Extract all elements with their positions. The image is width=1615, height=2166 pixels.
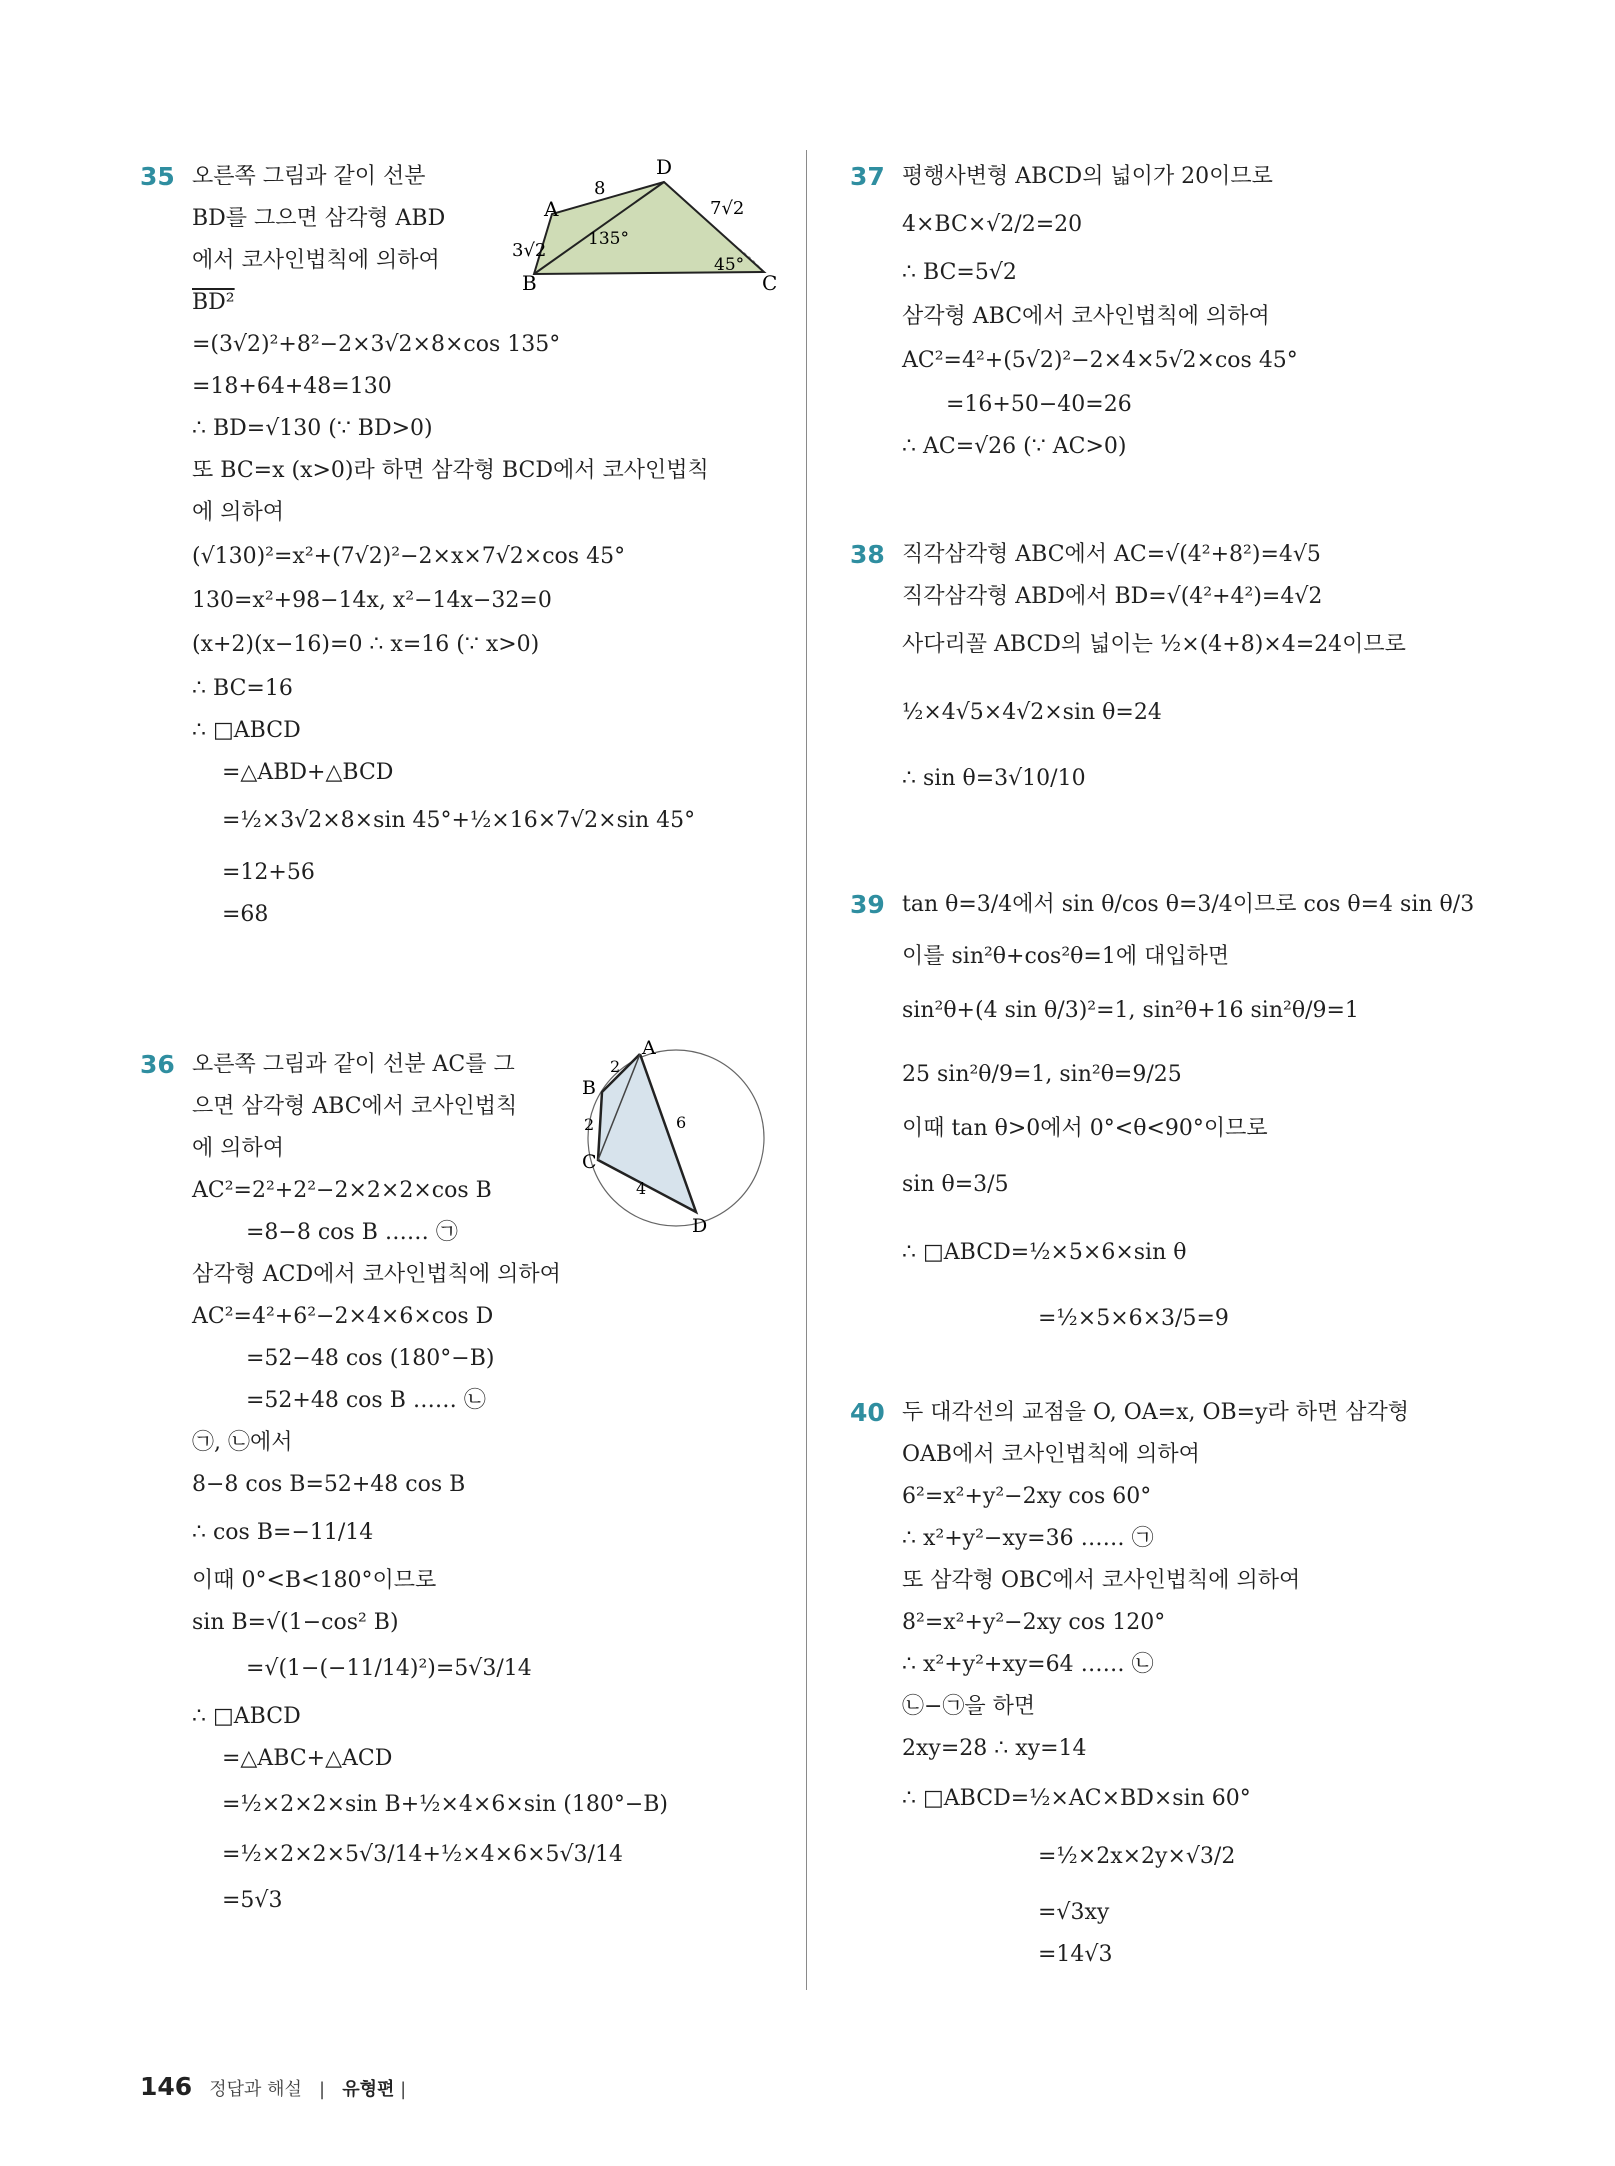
text-line: 이를 sin²θ+cos²θ=1에 대입하면: [902, 944, 1230, 969]
problem-number: 36: [140, 1050, 175, 1079]
text-line: ∴ □ABCD=½×5×6×sin θ: [902, 1240, 1187, 1265]
text-line: sin B=√(1−cos² B): [192, 1610, 399, 1635]
text-line: (x+2)(x−16)=0 ∴ x=16 (∵ x>0): [192, 632, 540, 657]
cyclic-quadrilateral-figure-36: [568, 1037, 768, 1242]
label-cd-length: 4: [636, 1179, 647, 1198]
text-line: 사다리꼴 ABCD의 넓이는 ½×(4+8)×4=24이므로: [902, 632, 1406, 657]
text-line: =52−48 cos (180°−B): [246, 1346, 495, 1371]
label-angle-135: 135°: [588, 229, 629, 249]
text-line: 오른쪽 그림과 같이 선분: [192, 164, 426, 189]
text-line: 두 대각선의 교점을 O, OA=x, OB=y라 하면 삼각형: [902, 1400, 1410, 1425]
label-dc-length: 7√2: [710, 198, 745, 219]
text-line: 또 삼각형 OBC에서 코사인법칙에 의하여: [902, 1568, 1301, 1593]
text-line: =√3xy: [1038, 1900, 1110, 1925]
label-a: A: [544, 197, 559, 221]
label-b: B: [522, 271, 537, 295]
label-b: B: [582, 1077, 596, 1099]
text-line: 에 의하여: [192, 1136, 285, 1161]
text-line: =½×2×2×sin B+½×4×6×sin (180°−B): [222, 1792, 669, 1817]
text-line: =△ABC+△ACD: [222, 1746, 393, 1771]
text-line: 직각삼각형 ABD에서 BD=√(4²+4²)=4√2: [902, 584, 1323, 609]
problem-number: 35: [140, 162, 175, 191]
text-line: ∴ cos B=−11/14: [192, 1520, 374, 1545]
text-line: =½×2x×2y×√3/2: [1038, 1844, 1236, 1869]
text-line: BD를 그으면 삼각형 ABD: [192, 206, 446, 231]
text-line: =√(1−(−11/14)²)=5√3/14: [246, 1656, 532, 1681]
text-line: ㉠, ㉡에서: [192, 1430, 293, 1455]
text-line: ∴ sin θ=3√10/10: [902, 766, 1086, 791]
problem-number: 39: [850, 890, 885, 919]
label-side-length: 3√2: [512, 240, 547, 261]
page-number: 146: [140, 2072, 193, 2101]
text-line: OAB에서 코사인법칙에 의하여: [902, 1442, 1200, 1467]
text-line: =5√3: [222, 1888, 283, 1913]
label-ad-length: 6: [676, 1113, 687, 1132]
text-line: BD²: [192, 290, 235, 315]
text-line: ∴ x²+y²+xy=64 …… ㉡: [902, 1652, 1154, 1677]
problem-number: 40: [850, 1398, 885, 1427]
text-line: tan θ=3/4에서 sin θ/cos θ=3/4이므로 cos θ=4 sin θ/3: [902, 892, 1475, 917]
text-line: AC²=4²+6²−2×4×6×cos D: [192, 1304, 494, 1329]
label-bc-length: 2: [584, 1115, 595, 1134]
text-line: 8−8 cos B=52+48 cos B: [192, 1472, 466, 1497]
text-line: 평행사변형 ABCD의 넓이가 20이므로: [902, 164, 1273, 189]
text-line: 이때 0°<B<180°이므로: [192, 1568, 437, 1593]
text-line: ㉡−㉠을 하면: [902, 1694, 1036, 1719]
text-line: =½×3√2×8×sin 45°+½×16×7√2×sin 45°: [222, 808, 696, 833]
text-line: AC²=4²+(5√2)²−2×4×5√2×cos 45°: [902, 348, 1298, 373]
text-line: =68: [222, 902, 269, 927]
text-line: ∴ AC=√26 (∵ AC>0): [902, 434, 1127, 459]
text-line: ∴ □ABCD: [192, 1704, 301, 1729]
text-line: 오른쪽 그림과 같이 선분 AC를 그: [192, 1052, 515, 1077]
text-line: =½×2×2×5√3/14+½×4×6×5√3/14: [222, 1842, 623, 1867]
label-d: D: [692, 1215, 708, 1237]
footer-title: 정답과 해설: [209, 2079, 302, 2100]
footer-section-label: 유형편: [342, 2079, 395, 2100]
text-line: 또 BC=x (x>0)라 하면 삼각형 BCD에서 코사인법칙: [192, 458, 709, 483]
text-line: =14√3: [1038, 1942, 1113, 1967]
quadrilateral-figure-35: [512, 152, 778, 295]
text-line: 25 sin²θ/9=1, sin²θ=9/25: [902, 1062, 1182, 1087]
label-ab-length: 2: [610, 1057, 621, 1076]
column-divider: [806, 150, 807, 1990]
text-line: ∴ □ABCD=½×AC×BD×sin 60°: [902, 1786, 1251, 1811]
text-line: sin θ=3/5: [902, 1172, 1009, 1197]
label-c: C: [582, 1151, 597, 1173]
footer-separator: |: [319, 2079, 326, 2100]
text-line: sin²θ+(4 sin θ/3)²=1, sin²θ+16 sin²θ/9=1: [902, 998, 1359, 1023]
text-line: 삼각형 ABC에서 코사인법칙에 의하여: [902, 304, 1270, 329]
text-line: =12+56: [222, 860, 315, 885]
text-line: =16+50−40=26: [946, 392, 1132, 417]
label-a: A: [642, 1037, 656, 1059]
problem-number: 38: [850, 540, 885, 569]
text-line: 이때 tan θ>0에서 0°<θ<90°이므로: [902, 1116, 1268, 1141]
footer-section: 유형편 |: [342, 2079, 407, 2100]
text-line: ∴ BD=√130 (∵ BD>0): [192, 416, 433, 441]
text-line: ½×4√5×4√2×sin θ=24: [902, 700, 1162, 725]
text-line: (√130)²=x²+(7√2)²−2×x×7√2×cos 45°: [192, 544, 626, 569]
problem-number: 37: [850, 162, 885, 191]
label-d: D: [656, 155, 673, 179]
label-angle-45: 45°: [714, 255, 745, 275]
text-line: =8−8 cos B …… ㉠: [246, 1220, 458, 1245]
text-line: ∴ x²+y²−xy=36 …… ㉠: [902, 1526, 1154, 1551]
text-line: 6²=x²+y²−2xy cos 60°: [902, 1484, 1152, 1509]
text-line: 4×BC×√2/2=20: [902, 212, 1083, 237]
text-line: =½×5×6×3/5=9: [1038, 1306, 1229, 1331]
text-line: 에 의하여: [192, 500, 285, 525]
label-ab-length: 8: [594, 178, 606, 199]
text-line: =△ABD+△BCD: [222, 760, 394, 785]
text-line: AC²=2²+2²−2×2×2×cos B: [192, 1178, 492, 1203]
text-line: =18+64+48=130: [192, 374, 392, 399]
text-line: ∴ BC=16: [192, 676, 293, 701]
text-line: ∴ BC=5√2: [902, 260, 1017, 285]
text-line: 2xy=28 ∴ xy=14: [902, 1736, 1087, 1761]
text-line: 130=x²+98−14x, x²−14x−32=0: [192, 588, 552, 613]
text-line: 으면 삼각형 ABC에서 코사인법칙: [192, 1094, 518, 1119]
page-footer: [140, 2072, 406, 2101]
text-line: ∴ □ABCD: [192, 718, 301, 743]
text-line: 삼각형 ACD에서 코사인법칙에 의하여: [192, 1262, 561, 1287]
text-line: 에서 코사인법칙에 의하여: [192, 248, 440, 273]
text-line: =(3√2)²+8²−2×3√2×8×cos 135°: [192, 332, 561, 357]
label-c: C: [762, 271, 778, 295]
text-line: 8²=x²+y²−2xy cos 120°: [902, 1610, 1166, 1635]
text-line: 직각삼각형 ABC에서 AC=√(4²+8²)=4√5: [902, 542, 1321, 567]
text-line: =52+48 cos B …… ㉡: [246, 1388, 486, 1413]
